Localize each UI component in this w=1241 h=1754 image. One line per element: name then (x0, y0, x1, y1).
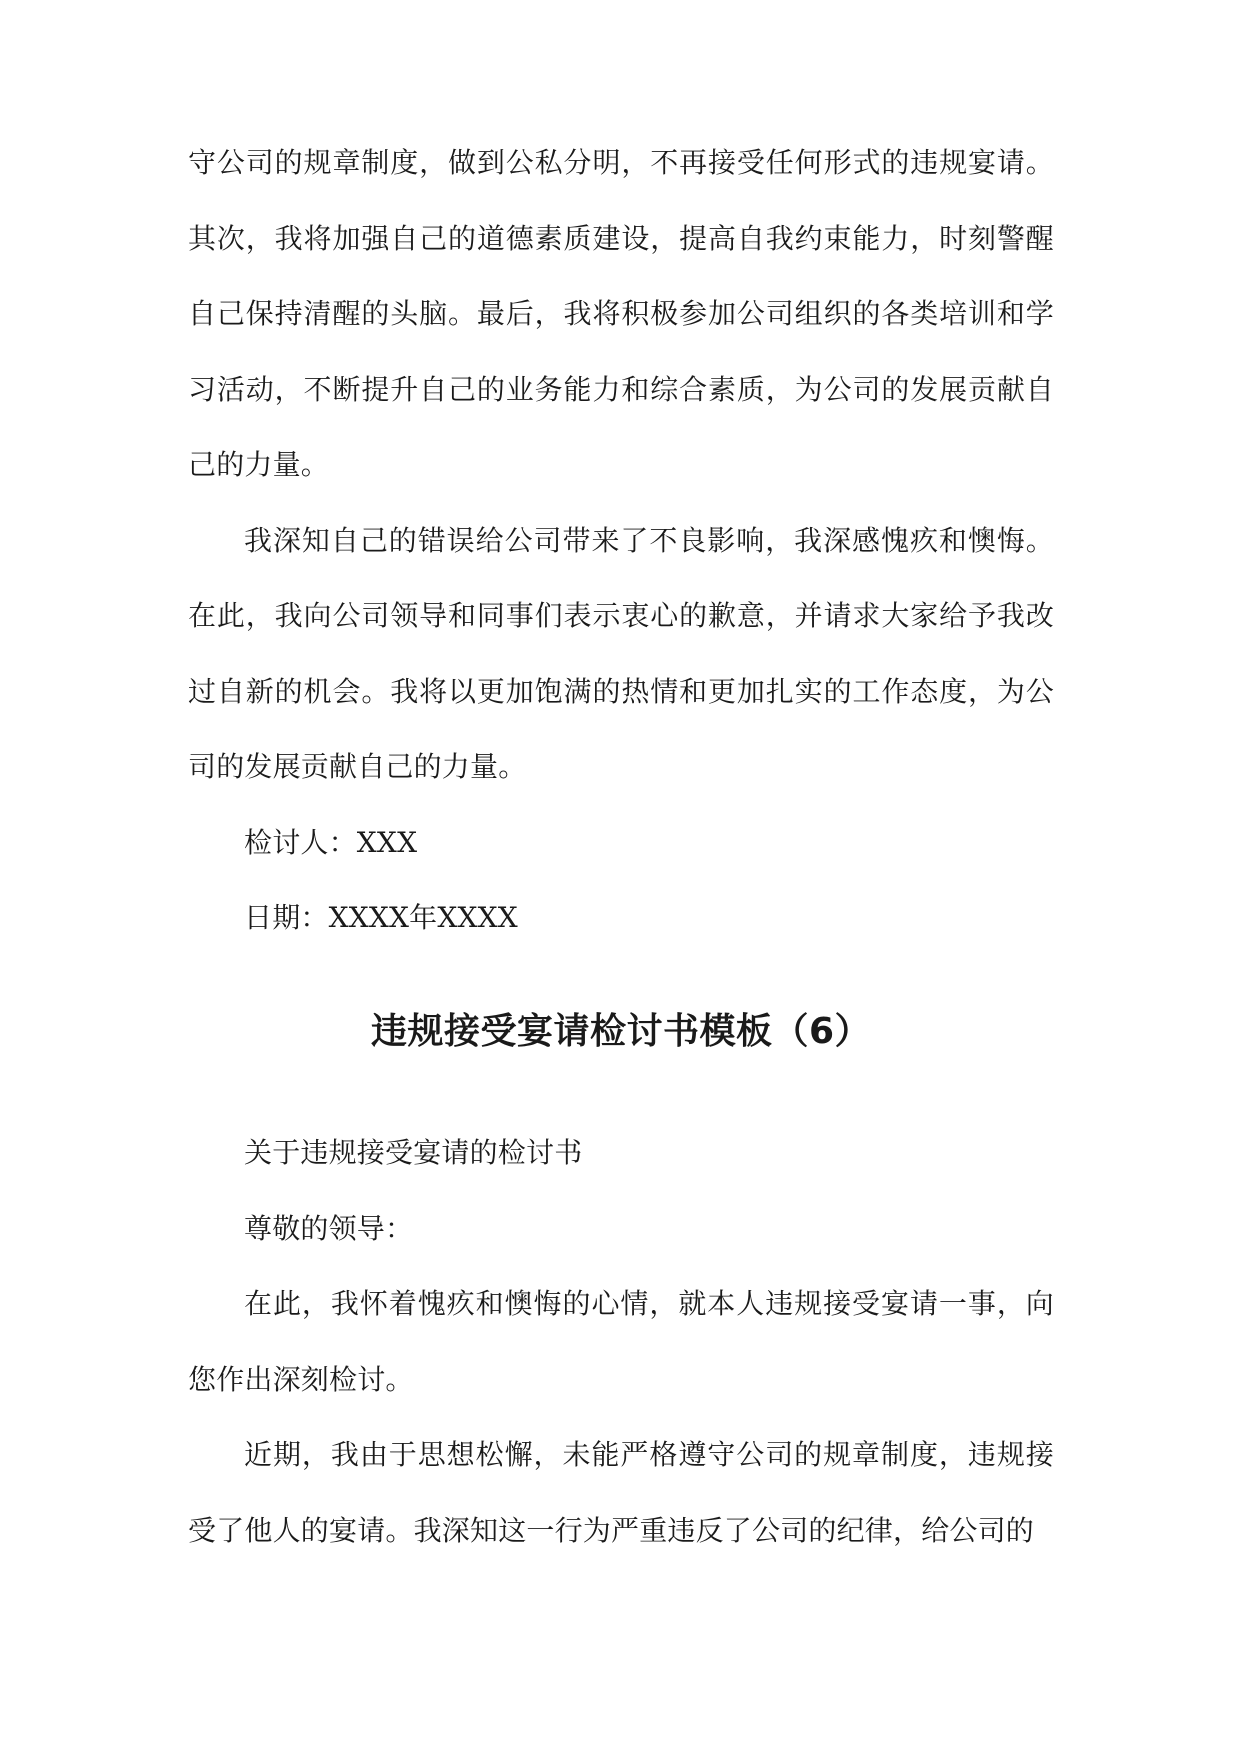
paragraph-intro: 在此，我怀着愧疚和懊悔的心情，就本人违规接受宴请一事，向您作出深刻检讨。 (188, 1287, 1054, 1396)
signature-line: 检讨人：XXX (244, 825, 418, 859)
paragraph-incident: 近期，我由于思想松懈，未能严格遵守公司的规章制度，违规接受了他人的宴请。我深知这一行为严重违反了公司的纪律，给公司的 (188, 1438, 1054, 1547)
section-heading: 违规接受宴请检讨书模板（6） (370, 1011, 872, 1052)
body-text-template-6 (188, 1115, 1054, 1568)
paragraph-continuation: 守公司的规章制度，做到公私分明，不再接受任何形式的违规宴请。其次，我将加强自己的道德素质建设，提高自我约束能力，时刻警醒自己保持清醒的头脑。最后，我将积极参加公司组织的各类培训和学习活动，不断提升自己的业务能力和综合素质，为公司的发展贡献自己的力量。 (188, 146, 1054, 481)
body-text-continued (188, 125, 1054, 956)
date-line: 日期：XXXX年XXXX (244, 901, 518, 934)
letter-title: 关于违规接受宴请的检讨书 (244, 1136, 583, 1169)
paragraph-apology: 我深知自己的错误给公司带来了不良影响，我深感愧疚和懊悔。在此，我向公司领导和同事们表示衷心的歉意，并请求大家给予我改过自新的机会。我将以更加饱满的热情和更加扎实的工作态度，为公司的发展贡献自己的力量。 (188, 523, 1054, 783)
salutation: 尊敬的领导： (244, 1211, 414, 1245)
